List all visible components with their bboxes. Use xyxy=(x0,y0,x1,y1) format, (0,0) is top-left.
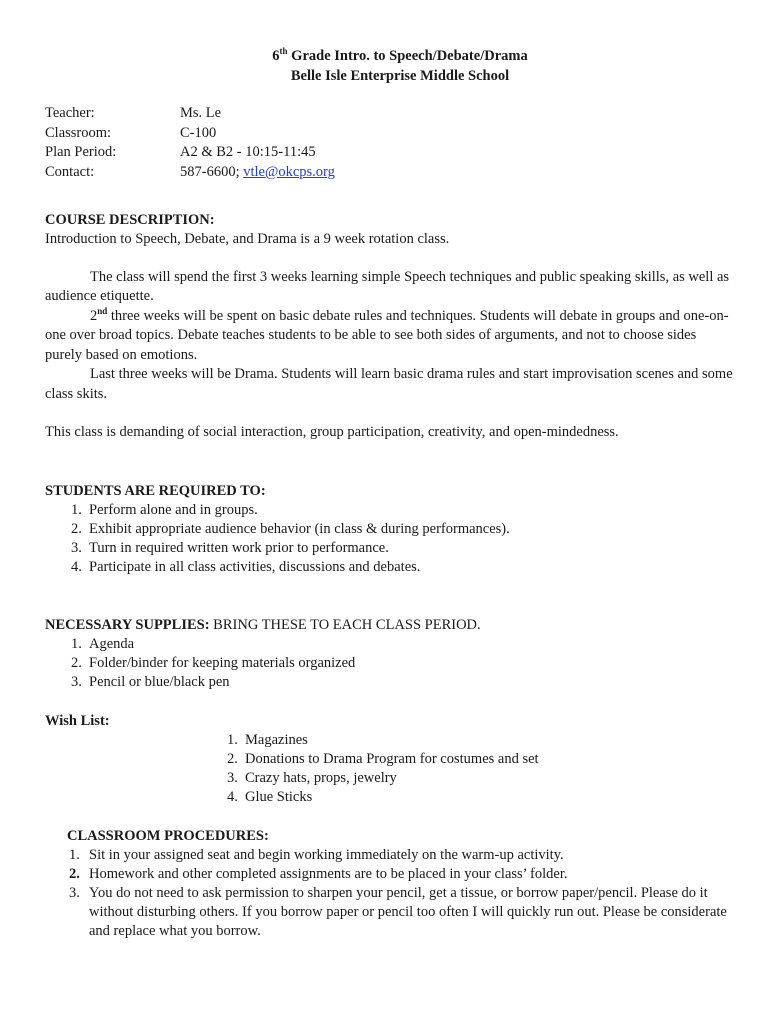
list-item-text: Perform alone and in groups. xyxy=(89,501,258,518)
course-paragraph-drama: Last three weeks will be Drama. Students will learn basic drama rules and start improvisation scenes and some class skits. xyxy=(45,366,733,402)
list-item-text: Glue Sticks xyxy=(245,788,313,805)
classroom-value: C-100 xyxy=(180,124,217,141)
list-item-text: Crazy hats, props, jewelry xyxy=(245,769,397,786)
list-item xyxy=(45,750,735,769)
school-name: Belle Isle Enterprise Middle School xyxy=(290,68,510,84)
list-number: 4. xyxy=(227,788,238,805)
contact-phone: 587-6600; xyxy=(180,163,244,180)
list-item-text: Homework and other completed assignments are to be placed in your class’ folder. xyxy=(89,865,568,882)
list-item xyxy=(45,884,735,941)
list-number: 3. xyxy=(71,673,82,690)
list-number: 4. xyxy=(71,558,82,575)
list-number: 1. xyxy=(71,501,82,518)
teacher-row xyxy=(45,104,735,124)
plan-period-row xyxy=(45,143,735,163)
list-number: 3. xyxy=(227,769,238,786)
supplies-heading-label: NECESSARY SUPPLIES: xyxy=(45,616,210,633)
classroom-label: Classroom: xyxy=(45,124,112,141)
teacher-value: Ms. Le xyxy=(180,105,222,121)
debate-paragraph-text: three weeks will be spent on basic debate rules and techniques. Students will debate in groups and one-on-one over broad topics. Debate teaches students to be able to see both sides of arguments, and not to choose sides purely based on emotions. xyxy=(45,307,729,363)
list-item-text: Donations to Drama Program for costumes and set xyxy=(245,750,539,767)
classroom-procedures-list xyxy=(45,846,735,941)
list-item xyxy=(45,865,735,884)
list-item-text: Turn in required written work prior to performance. xyxy=(89,539,389,556)
list-number: 3. xyxy=(71,539,82,556)
list-number: 3. xyxy=(69,884,80,901)
list-item xyxy=(45,769,735,788)
course-intro: Introduction to Speech, Debate, and Drama is a 9 week rotation class. xyxy=(45,231,450,247)
plan-period-value: A2 & B2 - 10:15-11:45 xyxy=(180,144,316,160)
contact-label: Contact: xyxy=(45,163,95,180)
wish-list-heading: Wish List: xyxy=(45,712,110,729)
list-number: 1. xyxy=(227,731,238,748)
contact-row xyxy=(45,163,735,183)
list-item-text: You do not need to ask permission to sharpen your pencil, get a tissue, or borrow paper/pencil. Please do it without disturbing others. If you borrow paper or pencil too often I will quickly run out. Please be considerate and replace what you borrow. xyxy=(89,884,727,939)
classroom-procedures-heading: CLASSROOM PROCEDURES: xyxy=(67,827,269,844)
course-description-heading: COURSE DESCRIPTION: xyxy=(45,212,215,228)
list-item-text: Exhibit appropriate audience behavior (in class & during performances). xyxy=(89,520,510,537)
list-number: 1. xyxy=(69,846,80,863)
teacher-label: Teacher: xyxy=(45,105,95,121)
list-number: 2. xyxy=(227,750,238,767)
list-item xyxy=(45,731,735,750)
list-item xyxy=(45,635,735,654)
list-item-text: Sit in your assigned seat and begin working immediately on the warm-up activity. xyxy=(89,846,564,863)
list-item-text: Participate in all class activities, discussions and debates. xyxy=(89,558,421,575)
contact-value xyxy=(180,163,335,183)
list-item xyxy=(45,788,735,807)
list-item xyxy=(45,520,735,539)
teacher-info xyxy=(45,104,735,182)
course-paragraph-speech: The class will spend the first 3 weeks learning simple Speech techniques and public speaking skills, as well as audience etiquette. xyxy=(45,268,730,304)
course-title xyxy=(45,46,735,66)
classroom-row xyxy=(45,124,735,144)
course-paragraph-debate xyxy=(45,307,735,366)
supplies-heading xyxy=(45,616,735,635)
list-item xyxy=(45,539,735,558)
course-title-text: Grade Intro. to Speech/Debate/Drama xyxy=(287,48,528,64)
grade-superscript: th xyxy=(279,46,288,56)
list-item-text: Magazines xyxy=(245,731,308,748)
list-item-text: Agenda xyxy=(89,635,135,652)
list-item-text: Folder/binder for keeping materials organized xyxy=(89,654,356,671)
list-item xyxy=(45,501,735,520)
students-required-heading: STUDENTS ARE REQUIRED TO: xyxy=(45,482,266,499)
list-number: 2. xyxy=(71,520,82,537)
grade-number: 6 xyxy=(272,48,280,64)
supplies-heading-note: BRING THESE TO EACH CLASS PERIOD. xyxy=(209,616,481,633)
list-number: 2. xyxy=(69,865,80,882)
course-paragraph-demands: This class is demanding of social interaction, group participation, creativity, and open-mindedness. xyxy=(45,424,619,440)
list-item xyxy=(45,558,735,577)
students-required-list xyxy=(45,501,735,577)
list-item xyxy=(45,654,735,673)
list-number: 1. xyxy=(71,635,82,652)
debate-ordinal-number: 2 xyxy=(90,307,98,324)
syllabus-page xyxy=(45,46,735,941)
list-item xyxy=(45,846,735,865)
list-item-text: Pencil or blue/black pen xyxy=(89,673,230,690)
list-item xyxy=(45,673,735,692)
contact-email-link[interactable]: vtle@okcps.org xyxy=(243,163,335,180)
list-number: 2. xyxy=(71,654,82,671)
debate-ordinal-superscript: nd xyxy=(97,305,108,316)
wish-list xyxy=(45,731,735,807)
supplies-list xyxy=(45,635,735,692)
plan-period-label: Plan Period: xyxy=(45,144,117,160)
